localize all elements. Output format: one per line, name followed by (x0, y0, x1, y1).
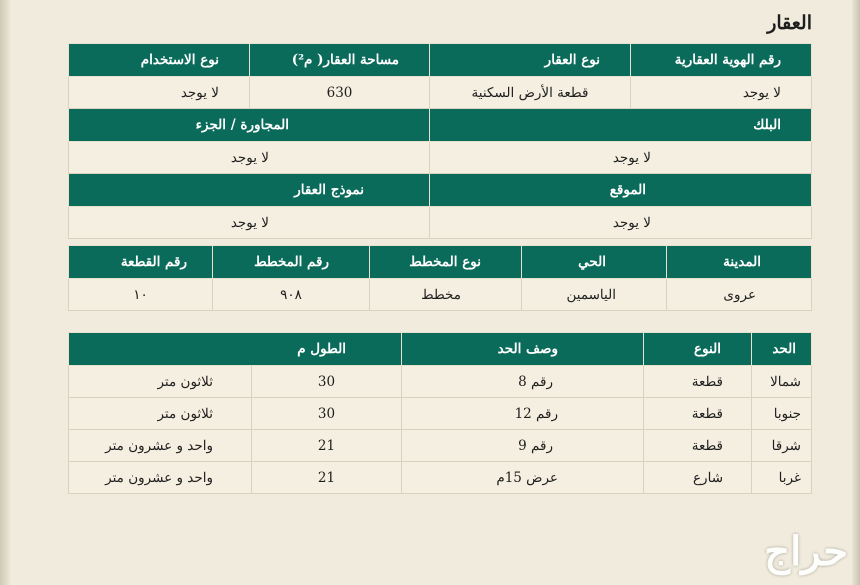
header-length: الطول م (69, 333, 402, 366)
boundary-side: شمالا (752, 366, 812, 398)
header-neighborhood: المجاورة / الجزء (69, 109, 430, 142)
header-city: المدينة (667, 246, 812, 279)
header-property-type: نوع العقار (430, 44, 631, 77)
header-property-model: نموذج العقار (69, 174, 430, 207)
boundary-side: غربا (752, 462, 812, 494)
header-plot-number: رقم القطعة (69, 246, 213, 279)
boundary-kind: شارع (644, 462, 752, 494)
plan-table (68, 245, 812, 311)
boundary-length-words: ثلاثون متر (69, 366, 252, 398)
boundary-kind: قطعة (644, 430, 752, 462)
boundaries-table (68, 332, 812, 494)
boundary-length: 30 (252, 366, 402, 398)
plan-header-row (69, 246, 812, 279)
block-header-row (69, 109, 812, 142)
value-neighborhood: لا يوجد (69, 142, 430, 174)
boundary-side: جنوبا (752, 398, 812, 430)
page-edge-left (0, 0, 10, 585)
header-plan-type: نوع المخطط (370, 246, 522, 279)
boundary-description: رقم 8 (402, 366, 644, 398)
value-usage-type: لا يوجد (69, 77, 250, 109)
boundary-side: شرقا (752, 430, 812, 462)
table-row (69, 430, 812, 462)
table-row (69, 398, 812, 430)
value-block: لا يوجد (430, 142, 812, 174)
boundary-description: رقم 12 (402, 398, 644, 430)
header-location: الموقع (430, 174, 812, 207)
value-property-model: لا يوجد (69, 207, 430, 239)
header-property-id: رقم الهوية العقارية (631, 44, 812, 77)
plan-value-row (69, 279, 812, 311)
value-plan-number: ٩٠٨ (213, 279, 370, 311)
boundary-description: عرض 15م (402, 462, 644, 494)
boundary-description: رقم 9 (402, 430, 644, 462)
boundary-length-words: واحد و عشرون متر (69, 430, 252, 462)
table-row (69, 462, 812, 494)
page-edge-right (852, 0, 860, 585)
section-title: العقار (767, 12, 812, 34)
boundary-length-words: ثلاثون متر (69, 398, 252, 430)
boundary-length-words: واحد و عشرون متر (69, 462, 252, 494)
value-property-area: 630 (250, 77, 430, 109)
header-boundary-side: الحد (752, 333, 812, 366)
value-property-type: قطعة الأرض السكنية (430, 77, 631, 109)
boundary-length: 21 (252, 430, 402, 462)
header-boundary-description: وصف الحد (402, 333, 644, 366)
value-district: الياسمين (522, 279, 667, 311)
value-plot-number: ١٠ (69, 279, 213, 311)
property-value-row (69, 77, 812, 109)
boundary-kind: قطعة (644, 366, 752, 398)
header-property-area: مساحة العقار( م²) (250, 44, 430, 77)
location-header-row (69, 174, 812, 207)
value-plan-type: مخطط (370, 279, 522, 311)
block-value-row (69, 142, 812, 174)
header-block: البلك (430, 109, 812, 142)
boundary-kind: قطعة (644, 398, 752, 430)
haraj-watermark: حراج (764, 528, 848, 575)
value-city: عروى (667, 279, 812, 311)
property-header-row (69, 44, 812, 77)
location-value-row (69, 207, 812, 239)
boundary-length: 30 (252, 398, 402, 430)
boundaries-header-row (69, 333, 812, 366)
header-plan-number: رقم المخطط (213, 246, 370, 279)
header-district: الحي (522, 246, 667, 279)
property-table (68, 43, 812, 239)
header-boundary-kind: النوع (644, 333, 752, 366)
header-usage-type: نوع الاستخدام (69, 44, 250, 77)
table-row (69, 366, 812, 398)
boundary-length: 21 (252, 462, 402, 494)
value-property-id: لا يوجد (631, 77, 812, 109)
value-location: لا يوجد (430, 207, 812, 239)
